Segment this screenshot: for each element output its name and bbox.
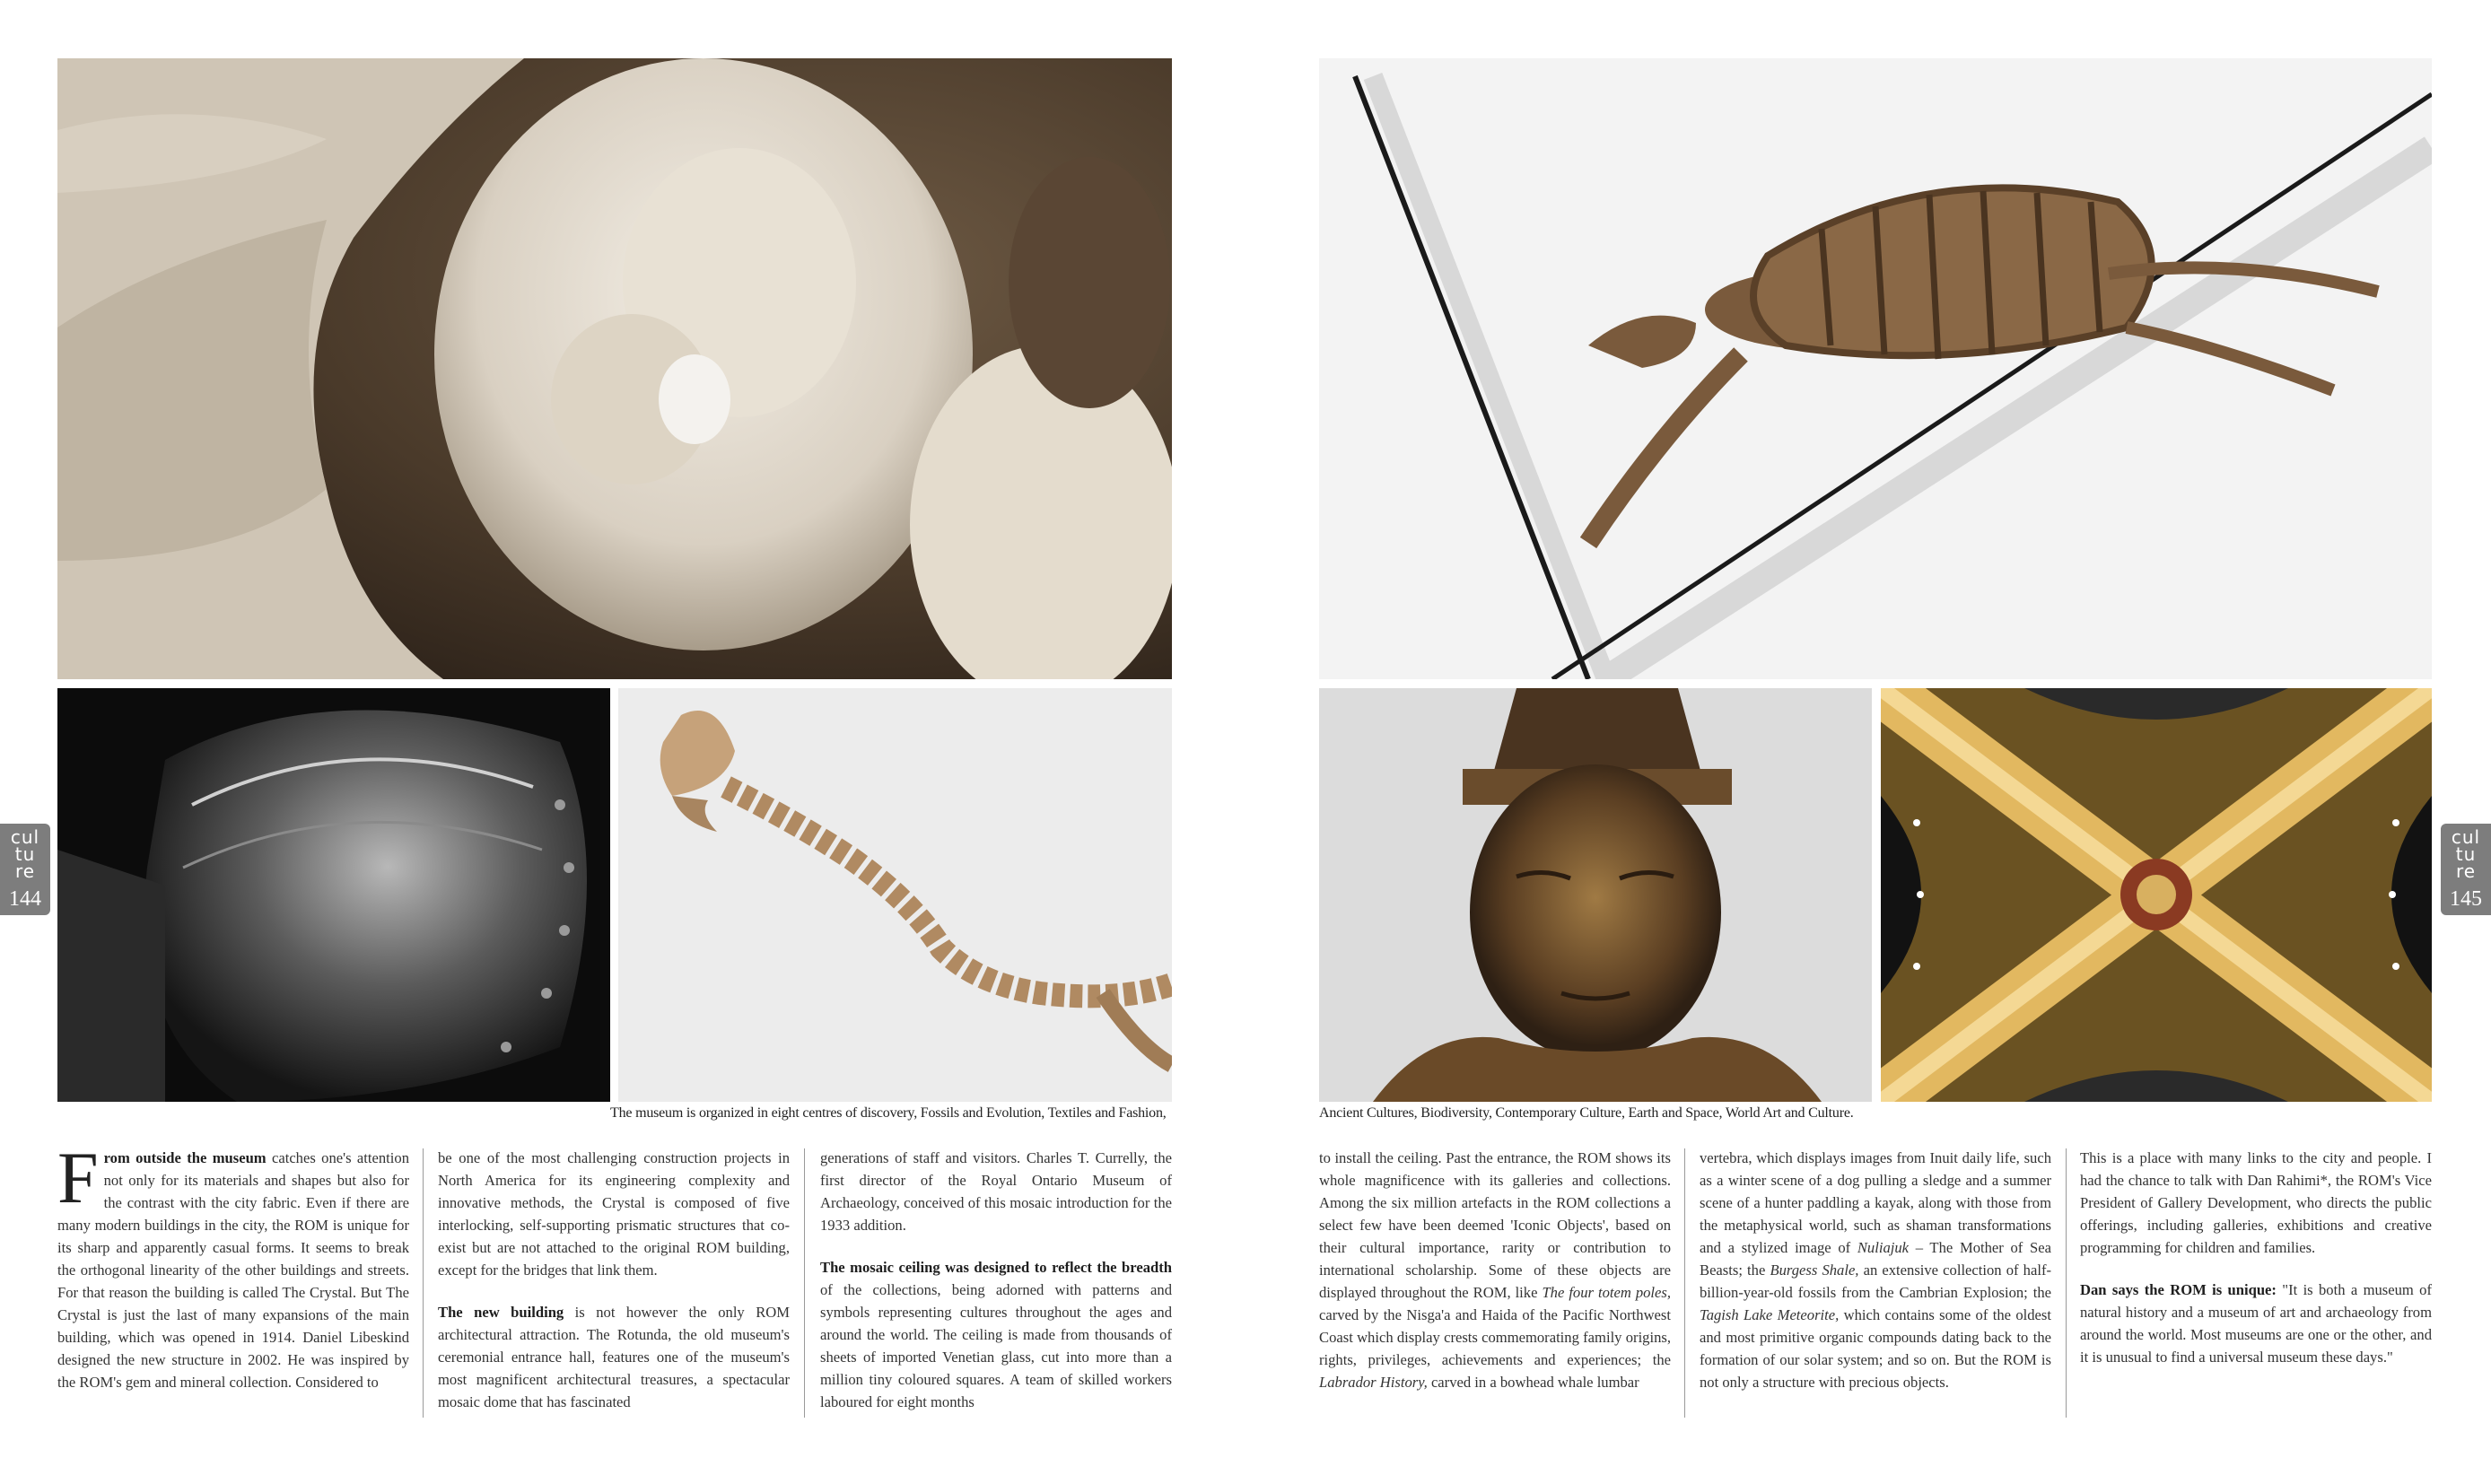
right-column-2 [1700, 1147, 2051, 1413]
drop-cap: F [57, 1137, 99, 1218]
body-text: which contains some of the oldest and most primitive organic compounds dating back to the formation of our solar system; and so on. But the ROM is not only a structure with precious objects. [1700, 1306, 2051, 1391]
body-text: catches one's attention not only for its materials and shapes but also for the contrast with the city fabric. Even if there are many modern buildings in the city, the ROM is unique for its sharp and apparently casual forms. It seems to break the orthogonal linearity of the other buildings and streets. For that reason the building is called The Crystal. But The Crystal is just the last of many expansions of the main building, which was opened in 1914. Daniel Libeskind designed the new structure in 2002. He was inspired by the ROM's gem and mineral collection. Considered to [57, 1149, 409, 1391]
paragraph [820, 1256, 1172, 1413]
body-text: "It is both a museum of natural history and a museum of art and archaeology from around the world. Most museums are one or the other, and it is unusual to find a universal museum these days." [2080, 1281, 2432, 1366]
paragraph [1700, 1147, 2051, 1393]
paragraph [438, 1147, 790, 1281]
paragraph [2080, 1147, 2432, 1259]
italic-title: Labrador History, [1319, 1374, 1428, 1391]
italic-title: Nuliajuk [1857, 1239, 1910, 1256]
section-label: cul tu re [10, 826, 40, 882]
body-text: be one of the most challenging construction projects in North America for its engineering complexity and innovative methods, the Crystal is composed of five interlocking, self-supporting prismatic structures that co-exist but are not attached to the original ROM building, except for the bridges that link them. [438, 1149, 790, 1279]
coral-sculpture-photo [57, 58, 1172, 679]
rotunda-mosaic-ceiling-photo [1881, 688, 2432, 1102]
paragraph [438, 1301, 790, 1413]
sea-turtle-skeleton-photo [1319, 58, 2432, 679]
paragraph [57, 1137, 409, 1393]
right-page-section-tab [2441, 824, 2491, 915]
body-text: vertebra, which displays images from Inuit daily life, such as a winter scene of a dog pulling a sledge and a summer scene of a hunter paddling a kayak, along with those from the metaphysical world, such as shaman transformations and a stylized image of [1700, 1149, 2051, 1256]
lead-in: The new building [438, 1304, 564, 1321]
body-text: generations of staff and visitors. Charles T. Currelly, the first director of the Royal Ontario Museum of Archaeology, conceived of this mosaic introduction for the 1933 addition. [820, 1149, 1172, 1234]
dinosaur-skeleton-photo [618, 688, 1172, 1102]
italic-title: The four totem poles, [1542, 1284, 1671, 1301]
left-page-caption: The museum is organized in eight centres of discovery, Fossils and Evolution, Textiles and Fashion, [610, 1105, 1167, 1121]
bodhisattva-statue-photo [1319, 688, 1872, 1102]
lead-in: rom outside the museum [103, 1149, 267, 1166]
body-text: an extensive collection of half-billion-year-old fossils from the Cambrian Explosion; the [1700, 1261, 2051, 1301]
body-text: is not however the only ROM architectural attraction. The Rotunda, the old museum's ceremonial entrance hall, features one of the museum's most magnificent architectural treasures, a spectacular mosaic dome that has fascinated [438, 1304, 791, 1410]
page-number: 144 [9, 887, 41, 911]
left-column-3 [820, 1147, 1172, 1433]
page-number: 145 [2450, 887, 2482, 911]
column-divider [423, 1148, 424, 1418]
column-divider [804, 1148, 805, 1418]
body-text: carved in a bowhead whale lumbar [1427, 1374, 1639, 1391]
left-column-1 [57, 1137, 409, 1413]
right-page-caption: Ancient Cultures, Biodiversity, Contemporary Culture, Earth and Space, World Art and Culture. [1319, 1105, 1854, 1121]
paragraph [2080, 1279, 2432, 1368]
column-divider [1684, 1148, 1685, 1418]
column-divider [2066, 1148, 2067, 1418]
left-page-section-tab [0, 824, 50, 915]
body-text: This is a place with many links to the city and people. I had the chance to talk with Dan Rahimi*, the ROM's Vice President of Gallery Development, who directs the public offerings, including galleries, exhibitions and creative programming for children and families. [2080, 1149, 2432, 1256]
left-column-2 [438, 1147, 790, 1433]
italic-title: Burgess Shale, [1770, 1261, 1859, 1279]
right-column-3 [2080, 1147, 2432, 1388]
right-column-1 [1319, 1147, 1671, 1413]
section-label: cul tu re [2451, 826, 2481, 882]
paragraph [1319, 1147, 1671, 1393]
armour-photo [57, 688, 610, 1102]
lead-in: The mosaic ceiling was designed to reflect the breadth [820, 1259, 1172, 1276]
body-text: of the collections, being adorned with patterns and symbols representing cultures throughout the ages and around the world. The ceiling is made from thousands of sheets of imported Venetian glass, cut into more than a million tiny coloured squares. A team of skilled workers laboured for eight months [820, 1281, 1172, 1410]
body-text: – The Mother of Sea Beasts; the [1700, 1239, 2051, 1279]
italic-title: Tagish Lake Meteorite, [1700, 1306, 1840, 1323]
body-text: to install the ceiling. Past the entrance, the ROM shows its whole magnificence with its galleries and collections. Among the six million artefacts in the ROM collections a select few have been deemed 'Iconic Objects', based on their cultural importance, rarity or contribution to international scholarship. Some of these objects are displayed throughout the ROM, like [1319, 1149, 1671, 1301]
lead-in: Dan says the ROM is unique: [2080, 1281, 2277, 1298]
body-text: carved by the Nisga'a and Haida of the Pacific Northwest Coast which display crests commemorating family origins, rights, privileges, achievements and experiences; the [1319, 1306, 1671, 1368]
paragraph [820, 1147, 1172, 1236]
